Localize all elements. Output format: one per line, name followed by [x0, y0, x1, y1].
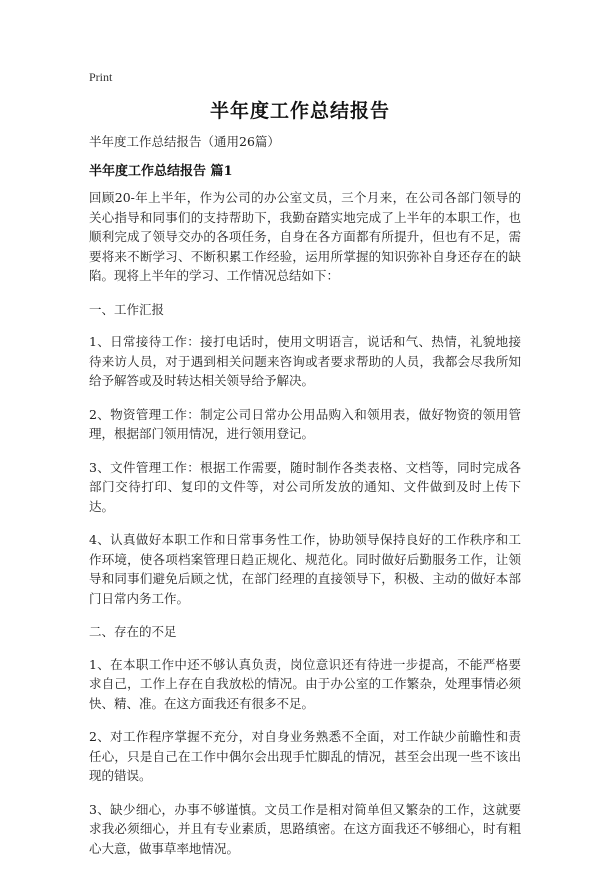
intro-paragraph: 回顾20-年上半年，作为公司的办公室文员，三个月来，在公司各部门领导的关心指导和同事们的支持帮助下，我勤奋踏实地完成了上半年的本职工作，也顺利完成了领导交办的各项任务，自身在各方面都有所提升，但也有不足，需要将来不断学习、不断积累工作经验，运用所掌握的知识弥补自身还存在的缺陷。现将上半年的学习、工作情况总结如下： [89, 190, 521, 283]
shortcoming-item-3: 3、缺少细心，办事不够谨慎。文员工作是相对简单但又繁杂的工作，这就要求我必须细心，并且有专业素质，思路缜密。在这方面我还不够细心，时有粗心大意，做事草率地情况。 [89, 801, 521, 856]
print-link[interactable]: Print [89, 70, 113, 84]
document-subtitle: 半年度工作总结报告（通用26篇） [89, 134, 280, 149]
shortcoming-item-2: 2、对工作程序掌握不充分，对自身业务熟悉不全面，对工作缺少前瞻性和责任心，只是自己在工作中偶尔会出现手忙脚乱的情况，甚至会出现一些不该出现的错误。 [89, 729, 521, 783]
document-title: 半年度工作总结报告 [209, 100, 390, 122]
work-item-3: 3、文件管理工作：根据工作需要，随时制作各类表格、文档等，同时完成各部门交待打印、复印的文件等，对公司所发放的通知、文件做到及时上传下达。 [89, 459, 521, 514]
work-item-2: 2、物资管理工作：制定公司日常办公用品购入和领用表，做好物资的领用管理，根据部门领用情况，进行领用登记。 [89, 406, 521, 441]
heading-work-report: 一、工作汇报 [89, 301, 165, 317]
work-item-1: 1、日常接待工作：接打电话时，使用文明语言，说话和气、热情，礼貌地接待来访人员，对于遇到相关问题来咨询或者要求帮助的人员，我都会尽我所知给予解答或及时转达相关领导给予解决。 [89, 334, 521, 388]
heading-shortcomings: 二、存在的不足 [89, 624, 177, 639]
shortcoming-item-1: 1、在本职工作中还不够认真负责，岗位意识还有待进一步提高，不能严格要求自己，工作上存在自我放松的情况。由于办公室的工作繁杂，处理事情必须快、精、准。在这方面我还有很多不足。 [89, 656, 521, 711]
document-body [89, 132, 521, 872]
work-item-4: 4、认真做好本职工作和日常事务性工作，协助领导保持良好的工作秩序和工作环境，使各项档案管理日趋正规化、规范化。同时做好后勤服务工作，让领导和同事们避免后顾之忧，在部门经理的直接领导下，积极、主动的做好本部门日常内务工作。 [89, 532, 521, 606]
section-title: 半年度工作总结报告 篇1 [89, 163, 233, 179]
